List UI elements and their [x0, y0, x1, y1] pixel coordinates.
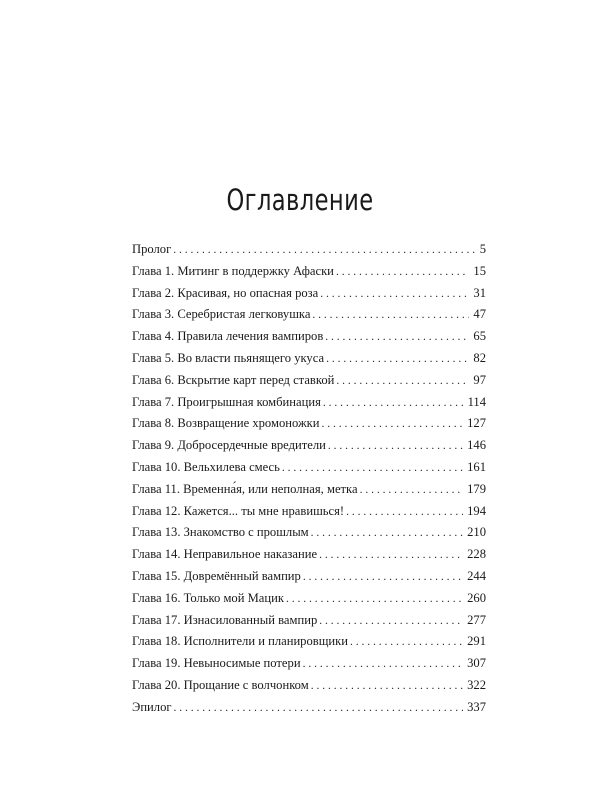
toc-page-number: 194 — [467, 503, 486, 518]
toc-entry-label: Глава 3. Серебристая легковушка — [132, 307, 311, 322]
page-title: Оглавление — [226, 183, 374, 217]
toc-entry-label: Глава 6. Вскрытие карт перед ставкой — [132, 372, 335, 387]
dot-leader — [174, 698, 464, 720]
toc-page-number: 260 — [467, 590, 486, 605]
toc-page-number: 322 — [467, 677, 486, 692]
toc-entry-label: Пролог — [132, 242, 172, 256]
toc-page-number: 127 — [467, 416, 486, 431]
toc-page-number: 161 — [467, 459, 486, 474]
toc-page-number: 15 — [473, 263, 486, 278]
toc-page-number: 47 — [473, 307, 486, 322]
toc-page-number: 277 — [467, 612, 486, 627]
dot-leader — [322, 414, 464, 436]
dot-leader — [336, 371, 469, 393]
toc-entry — [132, 675, 486, 697]
toc-entry — [132, 392, 486, 414]
dot-leader — [303, 567, 463, 589]
toc-entry-label: Глава 5. Во власти пьянящего укуса — [132, 350, 325, 365]
toc-entry — [132, 370, 486, 392]
toc-entry-label: Глава 8. Возвращение хромоножки — [132, 416, 320, 431]
toc-entry-label: Глава 14. Неправильное наказание — [132, 547, 318, 562]
toc-page-number: 146 — [467, 438, 486, 453]
dot-leader — [303, 654, 464, 676]
toc-entry — [132, 457, 486, 479]
toc-page-number: 31 — [473, 285, 486, 300]
table-of-contents — [132, 239, 486, 719]
dot-leader — [319, 545, 463, 567]
toc-entry-label: Глава 15. Довремённый вампир — [132, 568, 301, 583]
toc-entry — [132, 588, 486, 610]
dot-leader — [328, 436, 463, 458]
toc-entry — [132, 697, 486, 719]
toc-entry-label: Глава 7. Проигрышная комбинация — [132, 394, 321, 409]
dot-leader — [323, 393, 464, 415]
toc-entry-label: Глава 2. Красивая, но опасная роза — [132, 285, 319, 300]
dot-leader — [311, 523, 463, 545]
toc-entry-label: Глава 10. Вельхилева смесь — [132, 459, 280, 474]
dot-leader — [326, 349, 469, 371]
dot-leader — [173, 240, 475, 262]
toc-entry — [132, 283, 486, 305]
toc-page-number: 5 — [479, 242, 486, 256]
toc-page-number: 307 — [467, 656, 486, 671]
toc-page-number: 114 — [467, 394, 486, 409]
toc-entry-label: Глава 17. Изнасилованный вампир — [132, 612, 318, 627]
toc-entry-label: Глава 20. Прощание с волчонком — [132, 677, 309, 692]
toc-entry — [132, 239, 486, 261]
toc-entry-label: Глава 9. Добросердечные вредители — [132, 438, 326, 453]
dot-leader — [286, 589, 463, 611]
toc-entry — [132, 435, 486, 457]
dot-leader — [311, 676, 463, 698]
dot-leader — [360, 480, 464, 502]
dot-leader — [346, 502, 463, 524]
toc-entry — [132, 413, 486, 435]
toc-entry — [132, 522, 486, 544]
toc-entry-label: Глава 4. Правила лечения вампиров — [132, 329, 324, 344]
toc-page-number: 210 — [467, 525, 486, 540]
toc-entry-label: Глава 1. Митинг в поддержку Афаски — [132, 263, 334, 278]
toc-entry-label: Глава 18. Исполнители и планировщики — [132, 634, 349, 649]
toc-entry-label: Глава 12. Кажется... ты мне нравишься! — [132, 503, 345, 518]
toc-page-number: 82 — [473, 350, 486, 365]
toc-entry — [132, 326, 486, 348]
toc-entry — [132, 261, 486, 283]
toc-entry — [132, 610, 486, 632]
toc-entry — [132, 304, 486, 326]
toc-entry-label: Глава 11. Временна́я, или неполная, метка — [132, 481, 358, 496]
toc-entry — [132, 348, 486, 370]
toc-entry — [132, 544, 486, 566]
dot-leader — [282, 458, 463, 480]
toc-page-number: 65 — [473, 329, 486, 344]
toc-page-number: 244 — [467, 568, 486, 583]
dot-leader — [319, 611, 463, 633]
toc-page-number: 228 — [467, 547, 486, 562]
toc-entry — [132, 653, 486, 675]
dot-leader — [350, 632, 463, 654]
dot-leader — [312, 305, 469, 327]
toc-entry — [132, 566, 486, 588]
toc-page-number: 337 — [467, 699, 486, 714]
toc-page-number: 179 — [467, 481, 486, 496]
toc-entry — [132, 479, 486, 501]
dot-leader — [325, 327, 469, 349]
toc-entry-label: Глава 19. Невыносимые потери — [132, 656, 301, 671]
toc-page-number: 97 — [473, 372, 486, 387]
toc-entry — [132, 631, 486, 653]
dot-leader — [320, 284, 469, 306]
toc-entry — [132, 501, 486, 523]
dot-leader — [336, 262, 469, 284]
toc-page-number: 291 — [467, 634, 486, 649]
toc-entry-label: Глава 16. Только мой Мацик — [132, 590, 284, 605]
toc-entry-label: Глава 13. Знакомство с прошлым — [132, 525, 309, 540]
toc-entry-label: Эпилог — [132, 699, 172, 714]
